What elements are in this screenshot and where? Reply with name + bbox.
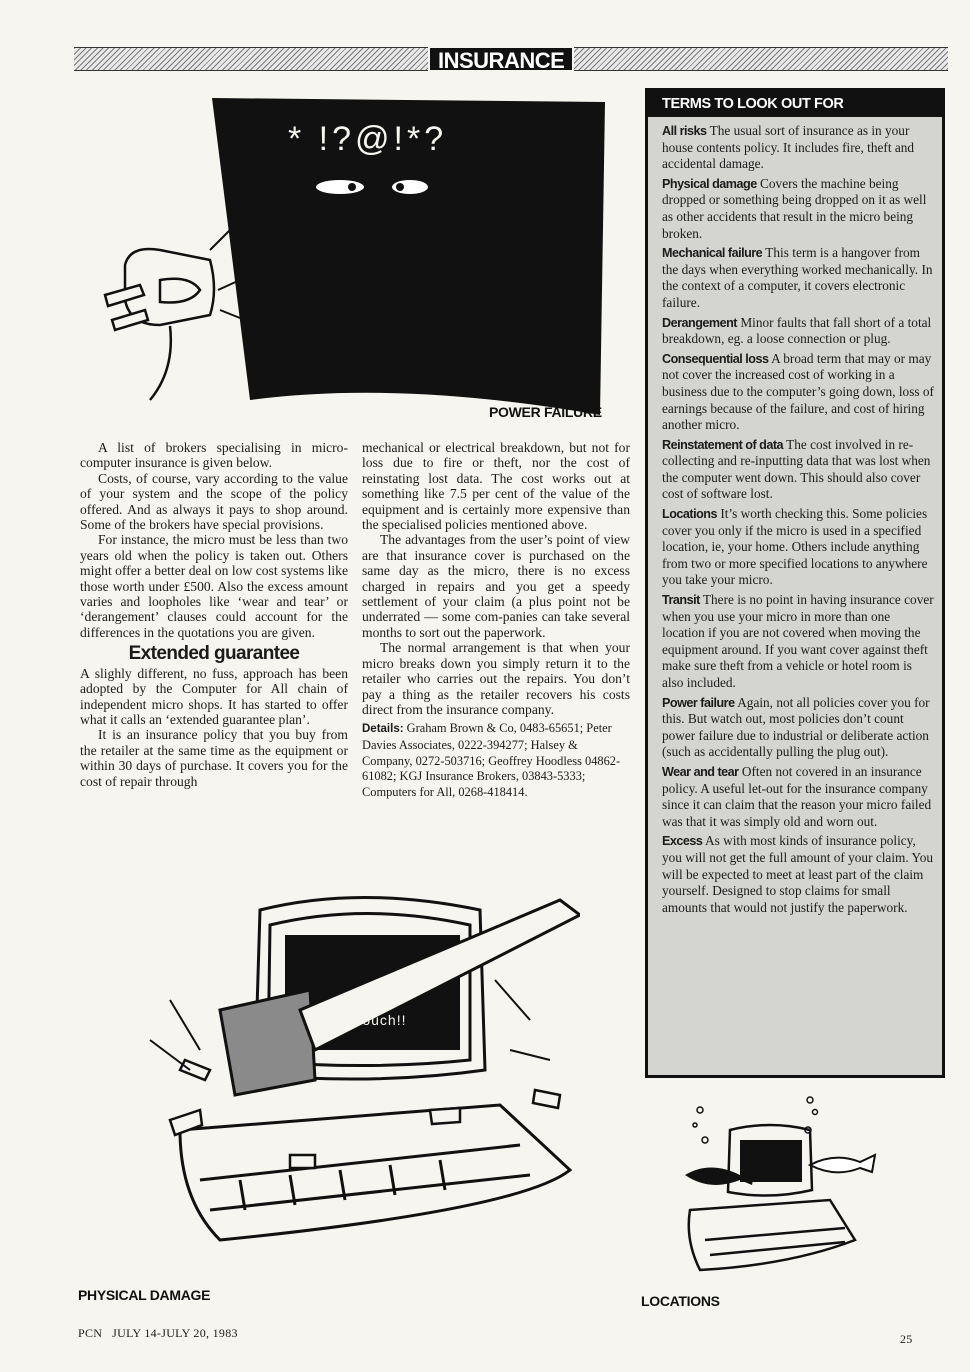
debris-icon [170,1060,560,1168]
term-text: It’s worth checking this. Some policies cover you only if the micro is used in a specified location, ie, your home. Others include anything from two or more specified locations to anywhere you take your micro. [662,506,928,588]
physical-damage-caption: PHYSICAL DAMAGE [78,1287,211,1303]
details-text: Graham Brown & Co, 0483-65651; Peter Davies Associates, 0222-394277; Halsey & Company, 0272-503716; Geoffrey Hoodless 04862-61082; KGJ Insurance Brokers, 03843-5333; Computers for All, 0268-418414. [362,721,621,799]
physical-damage-screen-text: ......ouch!! [333,1012,407,1028]
term-name: Derangement [662,315,737,330]
term-excess [662,833,934,916]
term-all-risks [662,123,934,173]
term-text: As with most kinds of insurance policy, you will not get the full amount of your claim. You will be expected to meet at least part of the claim yourself. Designed to stop claims for small amounts that would not justify the paperwork. [662,833,934,915]
plug-icon [105,249,214,400]
term-name: Excess [662,834,703,849]
term-name: Physical damage [662,176,757,191]
term-derangement [662,315,934,348]
physical-damage-illustration [140,880,580,1275]
term-consequential-loss [662,351,934,434]
power-failure-caption: POWER FAILURE [489,404,602,420]
term-mechanical-failure [662,245,934,311]
term-text: Minor faults that fall short of a total breakdown, eg. a loose connection or plug. [662,314,932,347]
term-text: The cost involved in re-collecting and re-inputting data that was lost when the computer went down. This should also cover cost of software lost. [662,436,931,502]
term-name: All risks [662,124,707,138]
keyboard-outline [180,1105,570,1240]
term-locations [662,506,934,589]
term-text: There is no point in having insurance cover when you use your micro in more than one location if you are not covered when moving the equipment around. If you want cover against theft make sure theft from a vehicle or hotel room is also included. [662,592,934,690]
term-name: Reinstatement of data [662,437,784,452]
footer-issue: PCN JULY 14-JULY 20, 1983 [78,1326,238,1340]
page-number: 25 [900,1332,913,1346]
term-name: Mechanical failure [662,246,763,261]
term-name: Locations [662,507,717,522]
term-text: The usual sort of insurance as in your house contents policy. It includes fire, theft and accidental damage. [662,123,915,172]
term-name: Power failure [662,695,735,710]
term-physical-damage [662,176,934,242]
term-text: A broad term that may or may not cover the increased cost of working in a business due to the computer’s going down, loss of earnings because of the failure, and cost of hiring another micro. [662,350,934,433]
term-text: Often not covered in an insurance policy. A useful let-out for the insurance company since it can claim that the reason your micro failed was that it was simply old and worn out. [662,763,932,829]
paragraph: For instance, the micro must be less than two years old when the policy is taken out. Others might offer a better deal on low cost systems like those worth under £500. Also the excess amount varies and loopholes like ‘wear and tear’ or ‘derangement’ clauses could account for the differences in the quotations you are given. [80,532,348,640]
term-power-failure [662,695,934,761]
section-label: INSURANCE [428,46,574,72]
locations-illustration [660,1090,890,1290]
term-text: This term is a hangover from the days when everything worked mechanically. In the context of a computer, it covers electronic failure. [662,245,933,310]
subheading: Extended guarantee [128,643,300,665]
article-column-2 [362,440,630,800]
term-text: Again, not all policies cover you for this. But watch out, most policies don’t count power failure due to industrial or deliberate action (such as accidentally pulling the plug out). [662,694,930,760]
terms-sidebar [645,88,945,1078]
term-name: Consequential loss [662,351,769,366]
term-name: Wear and tear [662,764,739,779]
paragraph: Costs, of course, vary according to the value of your system and the scope of the policy offered. And as always it pays to shop around. Some of the brokers have special provisions. [80,470,348,533]
sidebar-title: TERMS TO LOOK OUT FOR [648,91,942,117]
term-wear-and-tear [662,764,934,830]
term-text: Covers the machine being dropped or something being dropped on it as well as other accidents that result in the micro being broken. [662,175,927,241]
term-reinstatement-of-data [662,437,934,503]
locations-caption: LOCATIONS [641,1293,720,1309]
paragraph: mechanical or electrical breakdown, but not for loss due to fire or theft, nor the cost of reinstating lost data. The cost works out at something like 7.5 per cent of the value of the equipment and is certainly more expensive than the specialised policies mentioned above. [362,440,630,533]
paragraph: A list of brokers specialising in micro-computer insurance is given below. [80,440,348,471]
power-failure-screen-text: * !?@!*? [288,120,448,158]
paragraph: It is an insurance policy that you buy from the retailer at the same time as the equipment or within 30 days of purchase. It covers you for the cost of repair through [80,727,348,789]
article-column-1 [80,440,348,789]
broker-details [362,721,630,800]
paragraph: The normal arrangement is that when your micro breaks down you simply return it to the retailer who carries out the repairs. You don’t pay a thing as the retailer recovers his costs direct from the insurance company. [362,640,630,717]
details-label: Details: [362,723,404,736]
term-name: Transit [662,593,700,608]
paragraph: The advantages from the user’s point of view are that insurance cover is purchased on the same day as the micro, there is no excess charged in repairs and you get a speedy settlement of your claim (a plus point not be underrated — some com-panies can take several months to sort out the paperwork. [362,532,630,640]
paragraph: A slighly different, no fuss, approach has been adopted by the Computer for All chain of independent micro shops. It has started to offer what it calls an ‘extended guarantee plan’. [80,665,348,727]
term-transit [662,592,934,692]
